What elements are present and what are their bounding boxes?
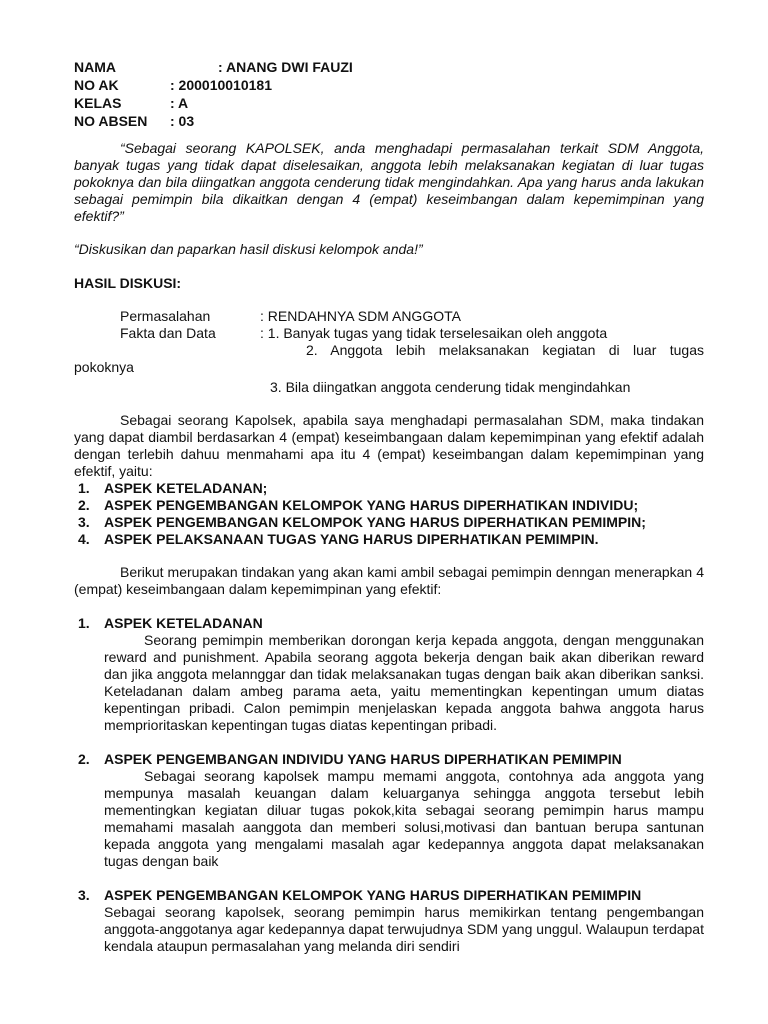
kelas-row — [74, 94, 704, 112]
section-2 — [74, 750, 704, 870]
nama-row — [74, 58, 704, 76]
section-3-title: ASPEK PENGEMBANGAN KELOMPOK YANG HARUS DIPERHATIKAN PEMIMPIN — [104, 887, 642, 903]
fakta-item-2: 2. Anggota lebih melaksanakan kegiatan di luar tugas — [306, 342, 704, 358]
nama-value: : ANANG DWI FAUZI — [218, 59, 353, 75]
masalah-label: Permasalahan — [120, 308, 211, 324]
section-2-body: Sebagai seorang kapolsek mampu memami anggota, contohnya ada anggota yang mempunya masalah keuangan dalam keluarganya sehingga anggota tersebut lebih mementingkan kegiatan diluar tugas pokok,kita sebagai seorang pemimpin harus mampu memahami masalah aanggota dan memberi solusi,motivasi dan bantuan berupa santunan kepada anggota yang mengalami masalah agar kedepannya anggota dapat melaksanakan tugas dengan baik — [104, 768, 704, 869]
fakta-label: Fakta dan Data — [120, 325, 216, 341]
section-3-body: Sebagai seorang kapolsek, seorang pemimpin harus memikirkan tentang pengembangan anggota-anggotanya agar kedepannya dapat terwujudnya SDM yang unggul. Walaupun terdapat kendala ataupun permasalahan yang melanda diri sendiri — [104, 904, 704, 954]
masalah-value: : RENDAHNYA SDM ANGGOTA — [260, 308, 461, 324]
noabsen-value: : 03 — [170, 113, 195, 129]
question-paragraph: “Sebagai seorang KAPOLSEK, anda menghadapi permasalahan terkait SDM Anggota, banyak tugas yang tidak dapat diselesaikan, anggota lebih melaksanakan kegiatan di luar tugas pokoknya dan bila diingatkan anggota cenderung tidak mengindahkan. Apa yang harus anda lakukan sebagai pemimpin bila dikaitkan dengan 4 (empat) keseimbangan dalam kepemimpinan yang efektif?” — [74, 140, 704, 224]
section-3-number: 3. — [78, 887, 90, 903]
problem-facts — [74, 308, 704, 396]
kelas-label: KELAS — [74, 95, 122, 111]
list-item: 4. ASPEK PELAKSANAAN TUGAS YANG HARUS DIPERHATIKAN PEMIMPIN. — [78, 531, 599, 547]
instruction-paragraph: “Diskusikan dan paparkan hasil diskusi kelompok anda!” — [74, 241, 423, 257]
hasil-diskusi-heading: HASIL DISKUSI: — [74, 275, 182, 291]
section-1 — [74, 614, 704, 734]
intro-paragraph: Sebagai seorang Kapolsek, apabila saya menghadapi permasalahan SDM, maka tindakan yang dapat diambil berdasarkan 4 (empat) keseimbangaan dalam kepemimpinan yang efektif adalah dengan terlebih dahuu menmahami apa itu 4 (empat) keseimbangan dalam kepemimpinan yang efektif, yaitu: — [74, 412, 704, 479]
section-1-number: 1. — [78, 615, 90, 631]
transition-paragraph: Berikut merupakan tindakan yang akan kami ambil sebagai pemimpin denngan menerapkan 4 (empat) keseimbangaan dalam kepemimpinan yang efektif: — [74, 564, 704, 597]
student-info — [74, 58, 704, 130]
fakta-item-1: : 1. Banyak tugas yang tidak terselesaikan oleh anggota — [260, 325, 608, 341]
section-2-title: ASPEK PENGEMBANGAN INDIVIDU YANG HARUS DIPERHATIKAN PEMIMPIN — [104, 751, 622, 767]
noak-label: NO AK — [74, 77, 119, 93]
list-item: 1. ASPEK KETELADANAN; — [78, 480, 268, 496]
section-2-number: 2. — [78, 751, 90, 767]
fakta-item-3: 3. Bila diingatkan anggota cenderung tidak mengindahkan — [270, 379, 631, 395]
noabsen-label: NO ABSEN — [74, 113, 148, 129]
section-1-title: ASPEK KETELADANAN — [104, 615, 263, 631]
noak-row — [74, 76, 704, 94]
nama-label: NAMA — [74, 59, 116, 75]
noabsen-row — [74, 112, 704, 130]
list-item: 2. ASPEK PENGEMBANGAN KELOMPOK YANG HARUS DIPERHATIKAN INDIVIDU; — [78, 497, 639, 513]
kelas-value: : A — [170, 95, 189, 111]
section-1-body: Seorang pemimpin memberikan dorongan kerja kepada anggota, dengan menggunakan reward and punishment. Apabila seorang aggota bekerja dengan baik akan diberikan reward dan jika anggota melannggar dan tidak melaksanakan tugas dengan baik akan diberikan sanksi. Keteladanan dalam ambeg parama aeta, yaitu mementingkan kepentingan umum diatas kepentingan pribadi. Calon pemimpin menjelaskan kepada anggota bahwa anggota harus memprioritaskan kepentingan tugas diatas kepentingan pribadi. — [104, 632, 704, 733]
aspect-list — [74, 480, 704, 548]
noak-value: : 200010010181 — [170, 77, 272, 93]
section-3 — [74, 886, 704, 955]
list-item: 3. ASPEK PENGEMBANGAN KELOMPOK YANG HARUS DIPERHATIKAN PEMIMPIN; — [78, 514, 646, 530]
fakta-item-2-cont: pokoknya — [74, 359, 134, 375]
